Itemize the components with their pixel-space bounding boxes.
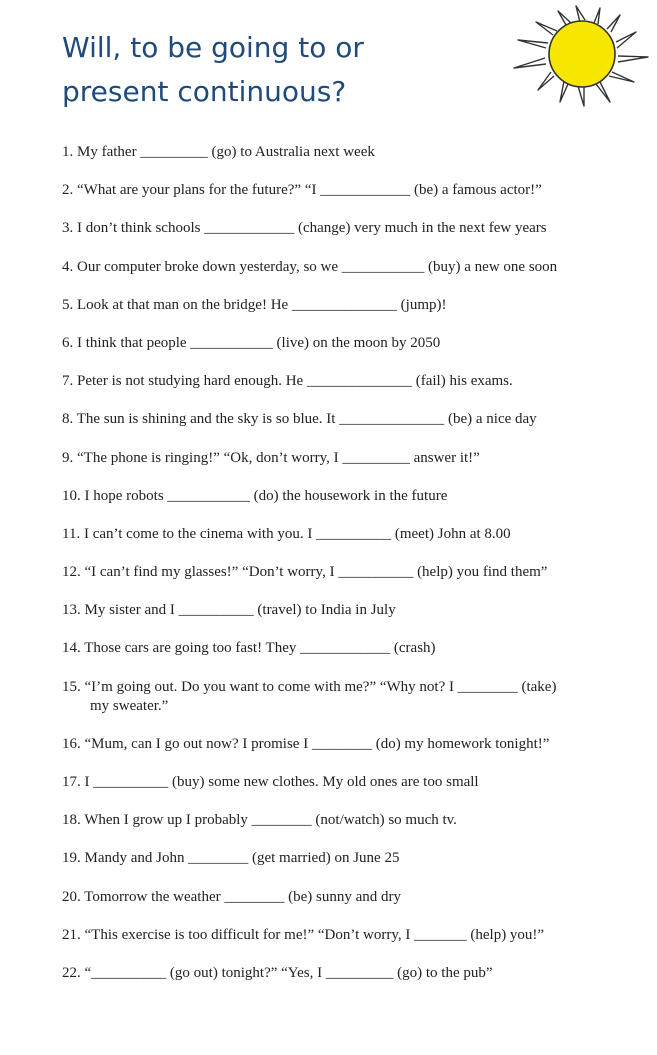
sun-icon xyxy=(508,2,653,108)
question-8: 8. The sun is shining and the sky is so blue. It ______________ (be) a nice day xyxy=(62,411,537,427)
question-3: 3. I don’t think schools ____________ (change) very much in the next few years xyxy=(62,220,547,236)
question-14: 14. Those cars are going too fast! They ____________ (crash) xyxy=(62,640,436,656)
question-6: 6. I think that people ___________ (live) on the moon by 2050 xyxy=(62,335,441,351)
question-5: 5. Look at that man on the bridge! He ______________ (jump)! xyxy=(62,297,447,313)
question-19: 19. Mandy and John ________ (get married) on June 25 xyxy=(62,850,400,866)
question-16: 16. “Mum, can I go out now? I promise I ________ (do) my homework tonight!” xyxy=(62,736,550,752)
title-line-2: present continuous? xyxy=(62,75,347,108)
question-13: 13. My sister and I __________ (travel) to India in July xyxy=(62,602,396,618)
question-9: 9. “The phone is ringing!” “Ok, don’t worry, I _________ answer it!” xyxy=(62,450,480,466)
question-4: 4. Our computer broke down yesterday, so we ___________ (buy) a new one soon xyxy=(62,259,558,275)
title-line-1: Will, to be going to or xyxy=(62,31,364,64)
question-10: 10. I hope robots ___________ (do) the housework in the future xyxy=(62,488,448,504)
question-17: 17. I __________ (buy) some new clothes. My old ones are too small xyxy=(62,774,479,790)
question-2: 2. “What are your plans for the future?” “I ____________ (be) a famous actor!” xyxy=(62,182,542,198)
question-22: 22. “__________ (go out) tonight?” “Yes, I _________ (go) to the pub” xyxy=(62,965,493,981)
question-21: 21. “This exercise is too difficult for me!” “Don’t worry, I _______ (help) you!” xyxy=(62,927,545,943)
page-title xyxy=(62,26,364,114)
question-12: 12. “I can’t find my glasses!” “Don’t worry, I __________ (help) you find them” xyxy=(62,564,548,580)
question-15-continuation: my sweater.” xyxy=(90,698,169,714)
question-7: 7. Peter is not studying hard enough. He ______________ (fail) his exams. xyxy=(62,373,513,389)
question-15: 15. “I’m going out. Do you want to come with me?” “Why not? I ________ (take) my sweater.” xyxy=(62,678,622,716)
question-20: 20. Tomorrow the weather ________ (be) sunny and dry xyxy=(62,889,402,905)
question-18: 18. When I grow up I probably ________ (not/watch) so much tv. xyxy=(62,812,457,828)
question-1: 1. My father _________ (go) to Australia next week xyxy=(62,144,375,160)
question-11: 11. I can’t come to the cinema with you. I __________ (meet) John at 8.00 xyxy=(62,526,511,542)
